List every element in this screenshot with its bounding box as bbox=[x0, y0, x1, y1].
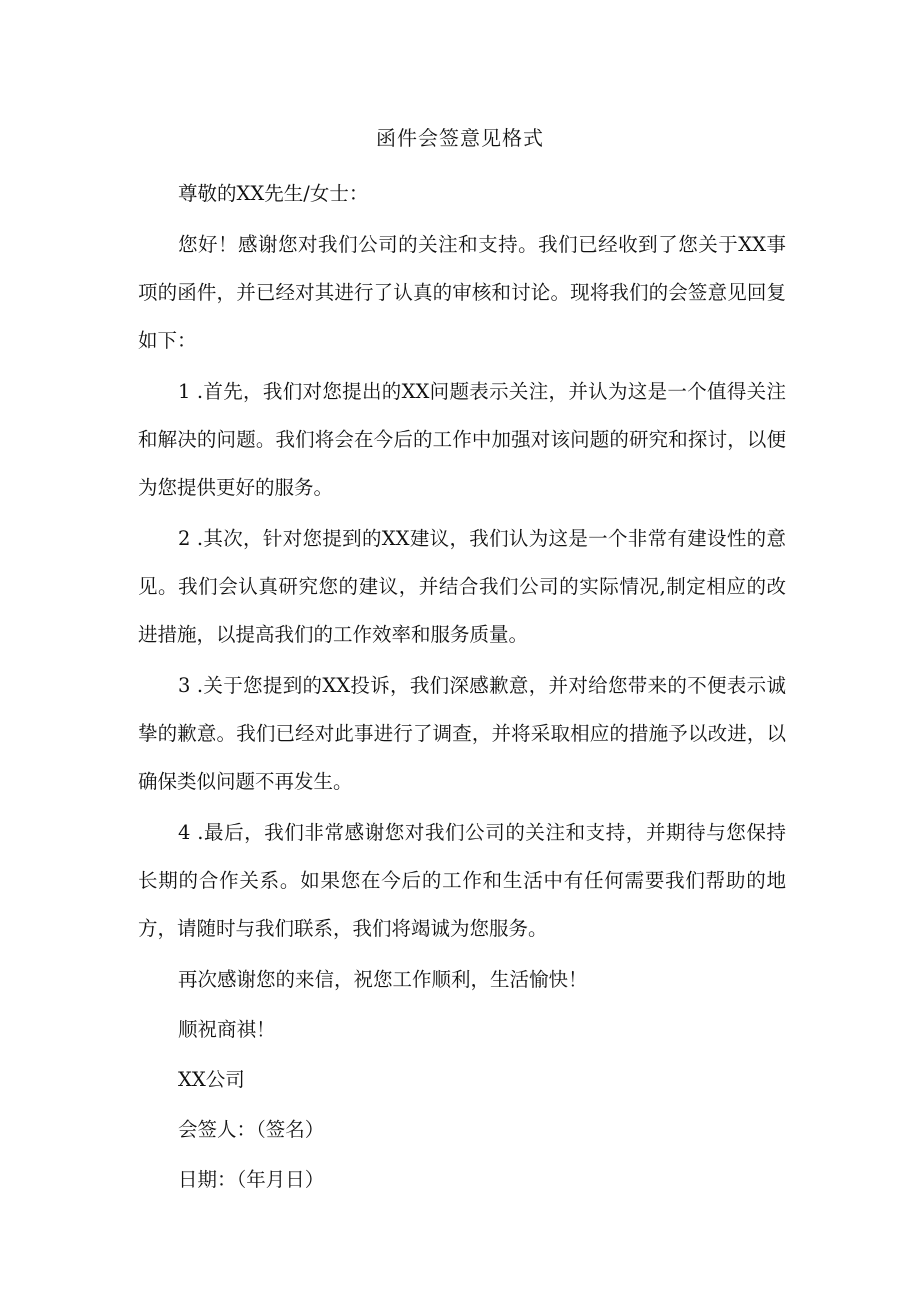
point-1-paragraph: 1 .首先，我们对您提出的XX问题表示关注，并认为这是一个值得关注和解决的问题。我们将会在今后的工作中加强对该问题的研究和探讨，以便为您提供更好的服务。 bbox=[138, 380, 786, 499]
salutation: 尊敬的XX先生/女士： bbox=[178, 182, 369, 205]
point-4-paragraph: 4 .最后，我们非常感谢您对我们公司的关注和支持，并期待与您保持长期的合作关系。如果您在今后的工作和生活中有任何需要我们帮助的地方，请随时与我们联系，我们将竭诚为您服务。 bbox=[138, 821, 786, 940]
intro-paragraph: 您好！感谢您对我们公司的关注和支持。我们已经收到了您关于XX事项的函件，并已经对其进行了认真的审核和讨论。现将我们的会签意见回复如下： bbox=[138, 233, 786, 352]
company-line: XX公司 bbox=[178, 1068, 245, 1091]
thanks-line: 再次感谢您的来信，祝您工作顺利，生活愉快！ bbox=[178, 968, 588, 991]
regards-line: 顺祝商祺！ bbox=[178, 1018, 276, 1041]
document-body bbox=[138, 170, 786, 1206]
point-2-paragraph: 2 .其次，针对您提到的XX建议，我们认为这是一个非常有建设性的意见。我们会认真研究您的建议，并结合我们公司的实际情况,制定相应的改进措施，以提高我们的工作效率和服务质量。 bbox=[138, 527, 786, 646]
date-line: 日期：（年月日） bbox=[178, 1168, 325, 1191]
signer-line: 会签人：（签名） bbox=[178, 1118, 325, 1141]
point-3-paragraph: 3 .关于您提到的XX投诉，我们深感歉意，并对给您带来的不便表示诚挚的歉意。我们已经对此事进行了调查，并将采取相应的措施予以改进，以确保类似问题不再发生。 bbox=[138, 674, 786, 793]
document-title: 函件会签意见格式 bbox=[376, 126, 544, 150]
